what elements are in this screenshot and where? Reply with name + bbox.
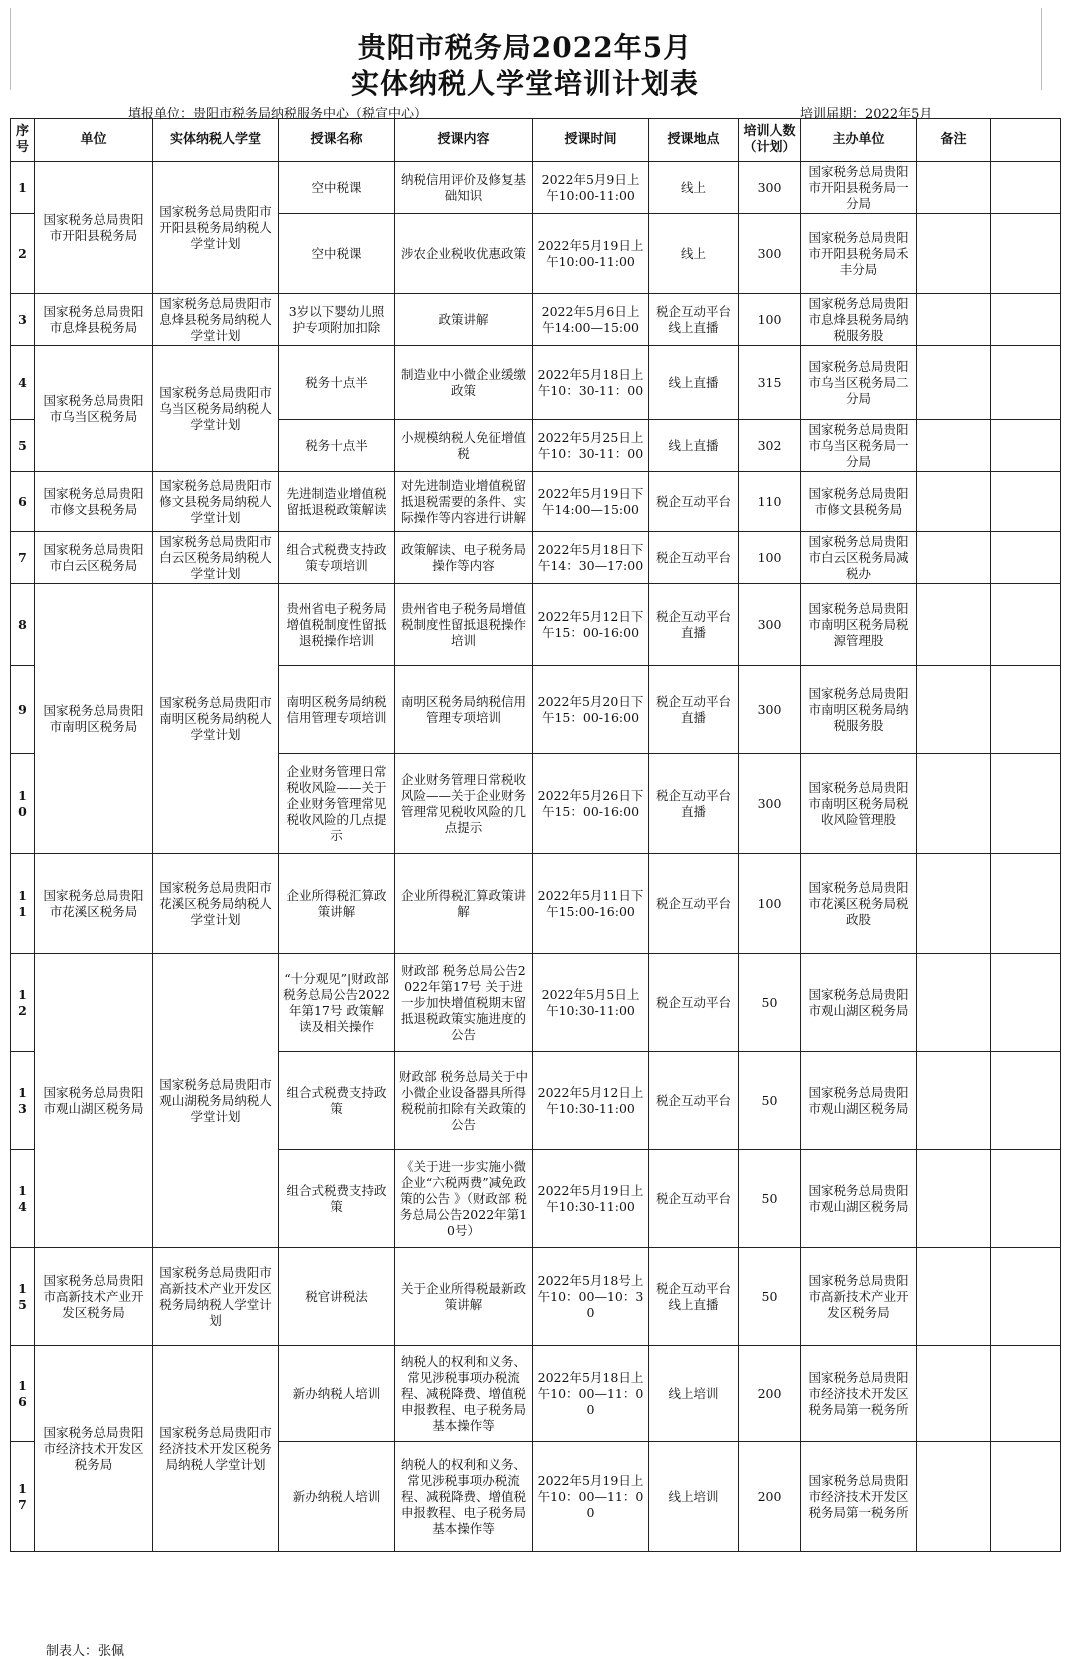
course-place-cell: 税企互动平台直播	[649, 666, 739, 754]
trainee-count-cell: 50	[739, 1052, 801, 1150]
course-content-cell: 对先进制造业增值税留抵退税需要的条件、实际操作等内容进行讲解	[395, 472, 533, 532]
empty-cell	[991, 754, 1061, 854]
course-place-cell: 税企互动平台线上直播	[649, 1248, 739, 1346]
course-time-cell: 2022年5月11日下午15:00-16:00	[533, 854, 649, 954]
remark-cell	[917, 854, 991, 954]
header-cell: 序号	[11, 119, 35, 162]
table-row	[11, 472, 1061, 532]
row-number-cell: 17	[11, 1442, 35, 1552]
row-number-cell: 1	[11, 162, 35, 214]
header-cell: 授课名称	[279, 119, 395, 162]
trainee-count-cell: 300	[739, 666, 801, 754]
unit-cell: 国家税务总局贵阳市开阳县税务局	[35, 162, 153, 294]
course-time-cell: 2022年5月19日下午14:00—15:00	[533, 472, 649, 532]
school-cell: 国家税务总局贵阳市花溪区税务局纳税人学堂计划	[153, 854, 279, 954]
course-place-cell: 税企互动平台线上直播	[649, 294, 739, 346]
course-time-cell: 2022年5月20日下午15：00-16:00	[533, 666, 649, 754]
header-cell: 主办单位	[801, 119, 917, 162]
school-cell: 国家税务总局贵阳市乌当区税务局纳税人学堂计划	[153, 346, 279, 472]
table-row	[11, 346, 1061, 420]
host-unit-cell: 国家税务总局贵阳市开阳县税务局一分局	[801, 162, 917, 214]
host-unit-cell: 国家税务总局贵阳市观山湖区税务局	[801, 954, 917, 1052]
school-cell: 国家税务总局贵阳市开阳县税务局纳税人学堂计划	[153, 162, 279, 294]
course-content-cell: 贵州省电子税务局增值税制度性留抵退税操作培训	[395, 584, 533, 666]
row-number-cell: 16	[11, 1346, 35, 1442]
trainee-count-cell: 200	[739, 1442, 801, 1552]
remark-cell	[917, 294, 991, 346]
host-unit-cell: 国家税务总局贵阳市观山湖区税务局	[801, 1052, 917, 1150]
header-cell: 备注	[917, 119, 991, 162]
remark-cell	[917, 666, 991, 754]
table-row	[11, 532, 1061, 584]
header-cell: 授课时间	[533, 119, 649, 162]
row-number-cell: 5	[11, 420, 35, 472]
course-place-cell: 线上	[649, 214, 739, 294]
empty-cell	[991, 584, 1061, 666]
remark-cell	[917, 584, 991, 666]
empty-cell	[991, 1248, 1061, 1346]
course-name-cell: 新办纳税人培训	[279, 1346, 395, 1442]
course-content-cell: 政策解读、电子税务局操作等内容	[395, 532, 533, 584]
course-name-cell: 税官讲税法	[279, 1248, 395, 1346]
table-header-row	[11, 119, 1061, 162]
trainee-count-cell: 100	[739, 294, 801, 346]
course-place-cell: 税企互动平台	[649, 1150, 739, 1248]
empty-cell	[991, 666, 1061, 754]
course-content-cell: 制造业中小微企业缓缴政策	[395, 346, 533, 420]
spreadsheet-sheet	[10, 8, 1040, 1658]
host-unit-cell: 国家税务总局贵阳市修文县税务局	[801, 472, 917, 532]
remark-cell	[917, 532, 991, 584]
empty-cell	[991, 162, 1061, 214]
course-content-cell: 涉农企业税收优惠政策	[395, 214, 533, 294]
course-time-cell: 2022年5月18日上午10：00—11：00	[533, 1346, 649, 1442]
remark-cell	[917, 420, 991, 472]
remark-cell	[917, 1052, 991, 1150]
course-place-cell: 线上直播	[649, 420, 739, 472]
row-number-cell: 6	[11, 472, 35, 532]
course-name-cell: “十分观见”|财政部 税务总局公告2022年第17号 政策解读及相关操作	[279, 954, 395, 1052]
remark-cell	[917, 472, 991, 532]
course-name-cell: 组合式税费支持政策	[279, 1150, 395, 1248]
header-cell: 实体纳税人学堂	[153, 119, 279, 162]
school-cell: 国家税务总局贵阳市修文县税务局纳税人学堂计划	[153, 472, 279, 532]
course-time-cell: 2022年5月9日上午10:00-11:00	[533, 162, 649, 214]
course-name-cell: 空中税课	[279, 214, 395, 294]
empty-cell	[991, 1346, 1061, 1442]
course-name-cell: 贵州省电子税务局增值税制度性留抵退税操作培训	[279, 584, 395, 666]
empty-cell	[991, 1442, 1061, 1552]
host-unit-cell: 国家税务总局贵阳市高新技术产业开发区税务局	[801, 1248, 917, 1346]
course-name-cell: 企业财务管理日常税收风险——关于企业财务管理常见税收风险的几点提示	[279, 754, 395, 854]
course-content-cell: 企业财务管理日常税收风险——关于企业财务管理常见税收风险的几点提示	[395, 754, 533, 854]
trainee-count-cell: 300	[739, 584, 801, 666]
school-cell: 国家税务总局贵阳市经济技术开发区税务局纳税人学堂计划	[153, 1346, 279, 1552]
empty-cell	[991, 1150, 1061, 1248]
course-name-cell: 税务十点半	[279, 420, 395, 472]
table-row	[11, 1248, 1061, 1346]
remark-cell	[917, 1346, 991, 1442]
trainee-count-cell: 50	[739, 1248, 801, 1346]
trainee-count-cell: 50	[739, 1150, 801, 1248]
table-row	[11, 854, 1061, 954]
remark-cell	[917, 954, 991, 1052]
course-place-cell: 税企互动平台	[649, 1052, 739, 1150]
host-unit-cell: 国家税务总局贵阳市息烽县税务局纳税服务股	[801, 294, 917, 346]
filler-unit: 填报单位：贵阳市税务局纳税服务中心（税宣中心）	[128, 107, 428, 122]
unit-cell: 国家税务总局贵阳市息烽县税务局	[35, 294, 153, 346]
table-row	[11, 954, 1061, 1052]
trainee-count-cell: 300	[739, 162, 801, 214]
course-time-cell: 2022年5月6日上午14:00—15:00	[533, 294, 649, 346]
course-name-cell: 企业所得税汇算政策讲解	[279, 854, 395, 954]
table-row	[11, 584, 1061, 666]
school-cell: 国家税务总局贵阳市高新技术产业开发区税务局纳税人学堂计划	[153, 1248, 279, 1346]
remark-cell	[917, 1248, 991, 1346]
training-period: 培训届期：2022年5月	[800, 107, 933, 122]
course-name-cell: 南明区税务局纳税信用管理专项培训	[279, 666, 395, 754]
course-time-cell: 2022年5月18日上午10：30-11：00	[533, 346, 649, 420]
document-title-line1: 贵阳市税务局2022年5月	[357, 31, 693, 64]
unit-cell: 国家税务总局贵阳市白云区税务局	[35, 532, 153, 584]
row-number-cell: 2	[11, 214, 35, 294]
unit-cell: 国家税务总局贵阳市观山湖区税务局	[35, 954, 153, 1248]
course-content-cell: 《关于进一步实施小微企业“六税两费”减免政策的公告 》（财政部 税务总局公告2022年第10号）	[395, 1150, 533, 1248]
row-number-cell: 13	[11, 1052, 35, 1150]
row-number-cell: 3	[11, 294, 35, 346]
empty-cell	[991, 119, 1061, 162]
course-place-cell: 税企互动平台	[649, 854, 739, 954]
row-number-cell: 15	[11, 1248, 35, 1346]
unit-cell: 国家税务总局贵阳市修文县税务局	[35, 472, 153, 532]
course-name-cell: 税务十点半	[279, 346, 395, 420]
prepared-by: 制表人：张佩	[46, 1644, 125, 1659]
trainee-count-cell: 200	[739, 1346, 801, 1442]
row-number-cell: 10	[11, 754, 35, 854]
header-cell: 授课内容	[395, 119, 533, 162]
host-unit-cell: 国家税务总局贵阳市南明区税务局税源管理股	[801, 584, 917, 666]
row-number-cell: 11	[11, 854, 35, 954]
remark-cell	[917, 754, 991, 854]
document-title-line2: 实体纳税人学堂培训计划表	[350, 67, 699, 100]
host-unit-cell: 国家税务总局贵阳市乌当区税务局一分局	[801, 420, 917, 472]
school-cell: 国家税务总局贵阳市观山湖税务局纳税人学堂计划	[153, 954, 279, 1248]
course-name-cell: 组合式税费支持政策	[279, 1052, 395, 1150]
course-content-cell: 纳税人的权利和义务、常见涉税事项办税流程、减税降费、增值税申报教程、电子税务局基本操作等	[395, 1346, 533, 1442]
course-time-cell: 2022年5月25日上午10：30-11：00	[533, 420, 649, 472]
row-number-cell: 9	[11, 666, 35, 754]
school-cell: 国家税务总局贵阳市南明区税务局纳税人学堂计划	[153, 584, 279, 854]
course-content-cell: 小规模纳税人免征增值税	[395, 420, 533, 472]
host-unit-cell: 国家税务总局贵阳市乌当区税务局二分局	[801, 346, 917, 420]
course-content-cell: 关于企业所得税最新政策讲解	[395, 1248, 533, 1346]
course-content-cell: 企业所得税汇算政策讲解	[395, 854, 533, 954]
training-plan-table	[10, 118, 1061, 1552]
school-cell: 国家税务总局贵阳市白云区税务局纳税人学堂计划	[153, 532, 279, 584]
table-row	[11, 162, 1061, 214]
remark-cell	[917, 346, 991, 420]
course-name-cell: 新办纳税人培训	[279, 1442, 395, 1552]
row-number-cell: 7	[11, 532, 35, 584]
course-name-cell: 先进制造业增值税留抵退税政策解读	[279, 472, 395, 532]
course-place-cell: 税企互动平台	[649, 954, 739, 1052]
trainee-count-cell: 100	[739, 854, 801, 954]
header-cell: 授课地点	[649, 119, 739, 162]
school-cell: 国家税务总局贵阳市息烽县税务局纳税人学堂计划	[153, 294, 279, 346]
trainee-count-cell: 315	[739, 346, 801, 420]
course-content-cell: 财政部 税务总局关于中小微企业设备器具所得税税前扣除有关政策的公告	[395, 1052, 533, 1150]
remark-cell	[917, 1442, 991, 1552]
table-row	[11, 294, 1061, 346]
trainee-count-cell: 300	[739, 214, 801, 294]
remark-cell	[917, 162, 991, 214]
course-name-cell: 空中税课	[279, 162, 395, 214]
course-place-cell: 税企互动平台	[649, 472, 739, 532]
empty-cell	[991, 472, 1061, 532]
course-place-cell: 线上	[649, 162, 739, 214]
course-time-cell: 2022年5月19日上午10:00-11:00	[533, 214, 649, 294]
course-content-cell: 南明区税务局纳税信用管理专项培训	[395, 666, 533, 754]
course-time-cell: 2022年5月19日上午10：00—11：00	[533, 1442, 649, 1552]
empty-cell	[991, 1052, 1061, 1150]
row-number-cell: 14	[11, 1150, 35, 1248]
course-content-cell: 纳税信用评价及修复基础知识	[395, 162, 533, 214]
empty-cell	[991, 294, 1061, 346]
unit-cell: 国家税务总局贵阳市高新技术产业开发区税务局	[35, 1248, 153, 1346]
empty-cell	[991, 214, 1061, 294]
unit-cell: 国家税务总局贵阳市乌当区税务局	[35, 346, 153, 472]
empty-cell	[991, 854, 1061, 954]
course-time-cell: 2022年5月26日下午15：00-16:00	[533, 754, 649, 854]
course-content-cell: 纳税人的权利和义务、常见涉税事项办税流程、减税降费、增值税申报教程、电子税务局基本操作等	[395, 1442, 533, 1552]
host-unit-cell: 国家税务总局贵阳市经济技术开发区税务局第一税务所	[801, 1346, 917, 1442]
course-time-cell: 2022年5月19日上午10:30-11:00	[533, 1150, 649, 1248]
course-place-cell: 税企互动平台直播	[649, 754, 739, 854]
host-unit-cell: 国家税务总局贵阳市花溪区税务局税政股	[801, 854, 917, 954]
remark-cell	[917, 1150, 991, 1248]
unit-cell: 国家税务总局贵阳市花溪区税务局	[35, 854, 153, 954]
trainee-count-cell: 50	[739, 954, 801, 1052]
course-time-cell: 2022年5月18号上午10：00—10：30	[533, 1248, 649, 1346]
course-content-cell: 财政部 税务总局公告2022年第17号 关于进一步加快增值税期末留抵退税政策实施进度的公告	[395, 954, 533, 1052]
course-place-cell: 税企互动平台直播	[649, 584, 739, 666]
host-unit-cell: 国家税务总局贵阳市南明区税务局纳税服务股	[801, 666, 917, 754]
trainee-count-cell: 302	[739, 420, 801, 472]
host-unit-cell: 国家税务总局贵阳市白云区税务局减税办	[801, 532, 917, 584]
trainee-count-cell: 100	[739, 532, 801, 584]
course-content-cell: 政策讲解	[395, 294, 533, 346]
course-place-cell: 线上培训	[649, 1346, 739, 1442]
host-unit-cell: 国家税务总局贵阳市经济技术开发区税务局第一税务所	[801, 1442, 917, 1552]
empty-cell	[991, 954, 1061, 1052]
course-name-cell: 3岁以下婴幼儿照护专项附加扣除	[279, 294, 395, 346]
course-place-cell: 税企互动平台	[649, 532, 739, 584]
course-time-cell: 2022年5月12日下午15：00-16:00	[533, 584, 649, 666]
header-cell: 培训人数（计划）	[739, 119, 801, 162]
row-number-cell: 4	[11, 346, 35, 420]
host-unit-cell: 国家税务总局贵阳市开阳县税务局禾丰分局	[801, 214, 917, 294]
empty-cell	[991, 346, 1061, 420]
course-place-cell: 线上直播	[649, 346, 739, 420]
trainee-count-cell: 300	[739, 754, 801, 854]
header-cell: 单位	[35, 119, 153, 162]
row-number-cell: 12	[11, 954, 35, 1052]
trainee-count-cell: 110	[739, 472, 801, 532]
unit-cell: 国家税务总局贵阳市经济技术开发区税务局	[35, 1346, 153, 1552]
course-name-cell: 组合式税费支持政策专项培训	[279, 532, 395, 584]
empty-cell	[991, 420, 1061, 472]
table-row	[11, 1346, 1061, 1442]
host-unit-cell: 国家税务总局贵阳市南明区税务局税收风险管理股	[801, 754, 917, 854]
row-number-cell: 8	[11, 584, 35, 666]
unit-cell: 国家税务总局贵阳市南明区税务局	[35, 584, 153, 854]
empty-cell	[991, 532, 1061, 584]
table-body	[11, 162, 1061, 1552]
course-time-cell: 2022年5月5日上午10:30-11:00	[533, 954, 649, 1052]
course-place-cell: 线上培训	[649, 1442, 739, 1552]
remark-cell	[917, 214, 991, 294]
course-time-cell: 2022年5月18日下午14：30—17:00	[533, 532, 649, 584]
course-time-cell: 2022年5月12日上午10:30-11:00	[533, 1052, 649, 1150]
host-unit-cell: 国家税务总局贵阳市观山湖区税务局	[801, 1150, 917, 1248]
